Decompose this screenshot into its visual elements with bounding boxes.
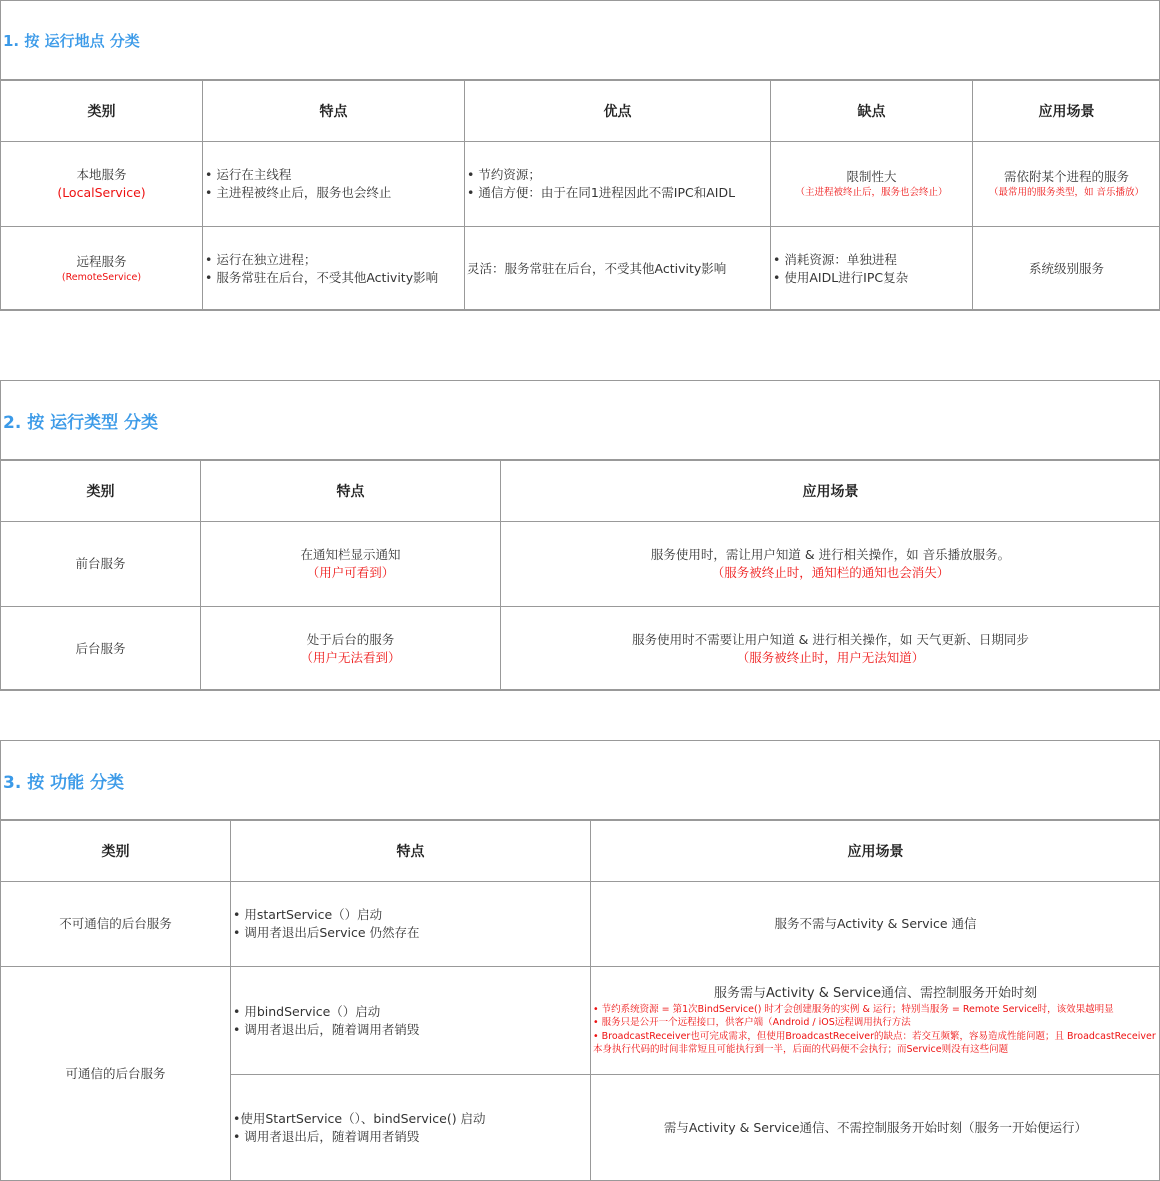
scenario-cell: 需与Activity & Service通信、不需控制服务开始时刻（服务一开始便运行） [591, 1075, 1160, 1181]
list-item: • 服务常驻在后台，不受其他Activity影响 [205, 269, 439, 285]
category-note: (RemoteService) [61, 271, 142, 283]
feature-note: （用户可看到） [306, 565, 395, 580]
list-item: • 调用者退出后，随着调用者销毁 [233, 1021, 420, 1037]
scenario-note: （服务被终止时，用户无法知道） [736, 649, 925, 665]
category-cell: 后台服务 [1, 607, 201, 691]
function-table [0, 820, 1160, 1181]
scenario-cell [501, 522, 1160, 607]
category-note: (LocalService) [57, 185, 146, 200]
header-scenario: 应用场景 [973, 81, 1160, 142]
pros-cell [465, 227, 771, 311]
scenario-text: 服务需与Activity & Service通信、需控制服务开始时刻 [713, 985, 1038, 1001]
list-item: • 运行在独立进程； [205, 251, 317, 267]
location-table [0, 80, 1160, 311]
list-item: • 运行在主线程 [205, 167, 292, 182]
feature-text: 在通知栏显示通知 [300, 547, 401, 562]
list-item: • 消耗资源：单独进程 [773, 251, 897, 267]
section-1-title: 1. 按 运行地点 分类 [1, 1, 1159, 80]
section-2-title: 2. 按 运行类型 分类 [1, 381, 1159, 460]
scenario-note: • BroadcastReceiver也可完成需求，但使用BroadcastReceiver的缺点：若交互频繁，容易造成性能问题；且 BroadcastReceiver 本身执行代码的时间非常短且可能执行到一半，后面的代码便不会执行；而Service则没有这些问题 [593, 1030, 1156, 1055]
list-item: • 用startService（）启动 [233, 907, 383, 922]
cons-text: 限制性大 [846, 169, 897, 184]
header-scenario: 应用场景 [501, 461, 1160, 522]
run-type-table [0, 460, 1160, 691]
header-features: 特点 [201, 461, 501, 522]
header-features: 特点 [203, 81, 465, 142]
category-cell: 不可通信的后台服务 [1, 882, 231, 967]
scenario-note: （最常用的服务类型，如 音乐播放） [988, 187, 1145, 198]
category-cell [1, 142, 203, 227]
scenario-cell [973, 142, 1160, 227]
table-row [1, 607, 1160, 691]
features-cell [203, 142, 465, 227]
section-by-function [0, 740, 1160, 1181]
header-cons: 缺点 [771, 81, 973, 142]
table-row [1, 522, 1160, 607]
features-cell [203, 227, 465, 311]
list-item: •使用StartService（）、bindService() 启动 [233, 1110, 486, 1126]
scenario-note: • 服务只是公开一个远程接口，供客户端（Android / iOS远程调用执行方法 [593, 1017, 911, 1028]
scenario-cell [501, 607, 1160, 691]
features-cell [231, 967, 591, 1075]
features-cell [231, 882, 591, 967]
features-cell [231, 1075, 591, 1181]
scenario-note: （服务被终止时，通知栏的通知也会消失） [711, 565, 950, 580]
list-item: • 用bindService（）启动 [233, 1003, 381, 1019]
list-item: • 调用者退出后，随着调用者销毁 [233, 1128, 420, 1144]
list-item: • 调用者退出后Service 仍然存在 [233, 925, 420, 940]
table-row [1, 142, 1160, 227]
header-category: 类别 [1, 81, 203, 142]
table-row [1, 227, 1160, 311]
category-name: 本地服务 [76, 167, 127, 182]
section-3-title: 3. 按 功能 分类 [1, 741, 1159, 820]
header-category: 类别 [1, 821, 231, 882]
category-cell [1, 227, 203, 311]
section-by-run-type [0, 380, 1160, 690]
scenario-cell [591, 967, 1160, 1075]
list-item: • 使用AIDL进行IPC复杂 [773, 269, 909, 285]
scenario-text: 服务使用时不需要让用户知道 & 进行相关操作，如 天气更新、日期同步 [632, 631, 1029, 647]
scenario-cell: 服务不需与Activity & Service 通信 [591, 882, 1160, 967]
scenario-text: 需依附某个进程的服务 [1003, 169, 1129, 184]
header-features: 特点 [231, 821, 591, 882]
pros-text: 灵活：服务常驻在后台，不受其他Activity影响 [467, 260, 727, 276]
scenario-text: 服务使用时，需让用户知道 & 进行相关操作，如 音乐播放服务。 [650, 547, 1011, 562]
table-row [1, 882, 1160, 967]
list-item: • 主进程被终止后，服务也会终止 [205, 185, 392, 200]
category-cell: 可通信的后台服务 [1, 967, 231, 1181]
feature-note: （用户无法看到） [300, 649, 401, 665]
table-row [1, 967, 1160, 1075]
table-header-row [1, 821, 1160, 882]
features-cell [201, 522, 501, 607]
cons-note: （主进程被终止后，服务也会终止） [795, 187, 948, 198]
table-header-row [1, 461, 1160, 522]
list-item: • 通信方便：由于在同1进程因此不需IPC和AIDL [467, 185, 736, 200]
list-item: • 节约资源； [467, 167, 541, 182]
category-name: 远程服务 [76, 253, 127, 269]
scenario-cell [973, 227, 1160, 311]
category-cell: 前台服务 [1, 522, 201, 607]
features-cell [201, 607, 501, 691]
cons-cell [771, 142, 973, 227]
pros-cell [465, 142, 771, 227]
scenario-text: 系统级别服务 [1028, 260, 1104, 276]
feature-text: 处于后台的服务 [306, 631, 395, 647]
header-scenario: 应用场景 [591, 821, 1160, 882]
section-by-location [0, 0, 1160, 310]
table-header-row [1, 81, 1160, 142]
header-category: 类别 [1, 461, 201, 522]
header-pros: 优点 [465, 81, 771, 142]
cons-cell [771, 227, 973, 311]
scenario-note: • 节约系统资源 = 第1次BindService() 时才会创建服务的实例 & 运行；特别当服务 = Remote Service时，该效果越明显 [593, 1003, 1114, 1015]
